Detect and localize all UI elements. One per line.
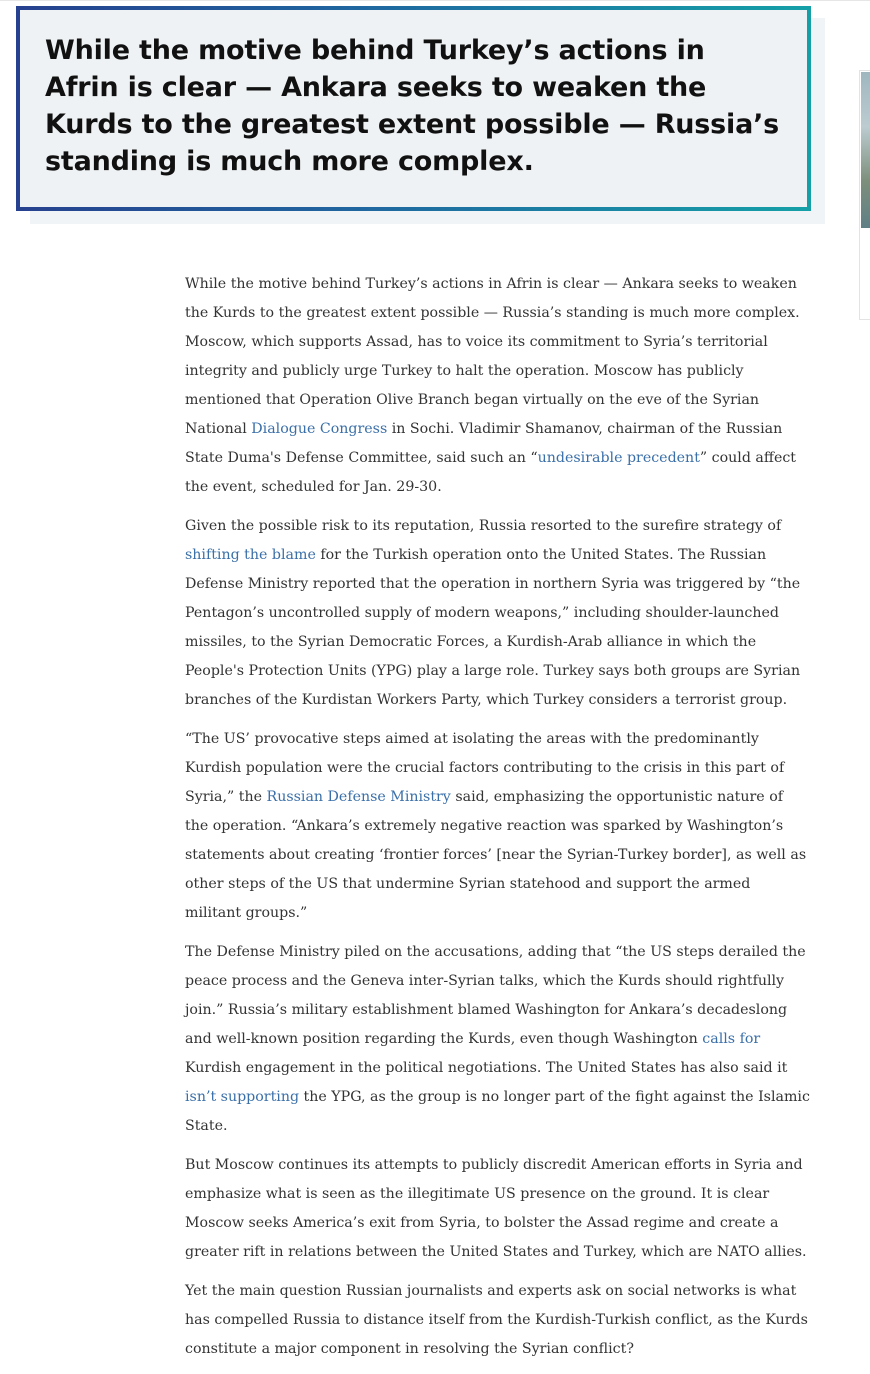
top-divider [0,0,870,1]
article-paragraph-2 [185,512,810,715]
article-paragraph-6 [185,1277,810,1364]
sidebar-thumbnail-card[interactable] [859,70,870,320]
article-paragraph-5 [185,1151,810,1267]
link-dialogue-congress[interactable]: Dialogue Congress [251,421,388,437]
link-calls-for[interactable]: calls for [702,1031,761,1047]
paragraph-text: said, emphasizing the opportunistic nature of the operation. “Ankara’s extremely negative reaction was sparked by Washington’s statements about creating ‘frontier forces’ [near the Syrian-Turkey border], as well as other steps of the US that undermine Syrian statehood and support the armed militant groups.” [185,789,807,921]
paragraph-text: for the Turkish operation onto the United States. The Russian Defense Ministry reported that the operation in northern Syria was triggered by “the Pentagon’s uncontrolled supply of modern weapons,” including shoulder-launched missiles, to the Syrian Democratic Forces, a Kurdish-Arab alliance in which the People's Protection Units (YPG) play a large role. Turkey says both groups are Syrian branches of the Kurdistan Workers Party, which Turkey considers a terrorist group. [185,547,801,708]
pull-quote-text: While the motive behind Turkey’s actions in Afrin is clear — Ankara seeks to weaken the Kurds to the greatest extent possible — Russia’s standing is much more complex. [45,35,780,177]
article-paragraph-1 [185,270,810,502]
pull-quote-box [16,6,811,211]
paragraph-text: Yet the main question Russian journalists and experts ask on social networks is what has compelled Russia to distance itself from the Kurdish-Turkish conflict, as the Kurds constitute a major component in resolving the Syrian conflict? [185,1283,808,1357]
paragraph-text: But Moscow continues its attempts to publicly discredit American efforts in Syria and emphasize what is seen as the illegitimate US presence on the ground. It is clear Moscow seeks America’s exit from Syria, to bolster the Assad regime and create a greater rift in relations between the United States and Turkey, which are NATO allies. [185,1157,807,1260]
paragraph-text: in Sochi. Vladimir Shamanov, chairman of the Russian State Duma's Defense Committee, said such an “ [185,421,783,466]
paragraph-text: “The US’ provocative steps aimed at isolating the areas with the predominantly Kurdish population were the crucial factors contributing to the crisis in this part of Syria,” the [185,731,785,805]
paragraph-text: the YPG, as the group is no longer part of the fight against the Islamic State. [185,1089,810,1134]
link-isnt-supporting[interactable]: isn’t supporting [185,1089,300,1105]
sidebar-thumbnail-image[interactable] [861,72,870,228]
pull-quote-block [16,6,825,224]
paragraph-text: ” could affect the event, scheduled for Jan. 29-30. [185,450,797,495]
article-paragraph-4 [185,938,810,1141]
paragraph-text: While the motive behind Turkey’s actions in Afrin is clear — Ankara seeks to weaken the Kurds to the greatest extent possible — Russia’s standing is much more complex. Moscow, which supports Assad, has to voice its commitment to Syria’s territorial integrity and publicly urge Turkey to halt the operation. Moscow has publicly mentioned that Operation Olive Branch began virtually on the eve of the Syrian National [185,276,800,437]
paragraph-text: The Defense Ministry piled on the accusations, adding that “the US steps derailed the peace process and the Geneva inter-Syrian talks, which the Kurds should rightfully join.” Russia’s military establishment blamed Washington for Ankara’s decadeslong and well-known position regarding the Kurds, even though Washington [185,944,806,1047]
article-paragraph-3 [185,725,810,928]
paragraph-text: Given the possible risk to its reputation, Russia resorted to the surefire strategy of [185,518,782,534]
link-russian-defense-ministry[interactable]: Russian Defense Ministry [266,789,451,805]
link-shifting-the-blame[interactable]: shifting the blame [185,547,316,563]
article-body [185,270,810,1374]
link-undesirable-precedent[interactable]: undesirable precedent [537,450,700,466]
paragraph-text: Kurdish engagement in the political negotiations. The United States has also said it [185,1060,788,1076]
